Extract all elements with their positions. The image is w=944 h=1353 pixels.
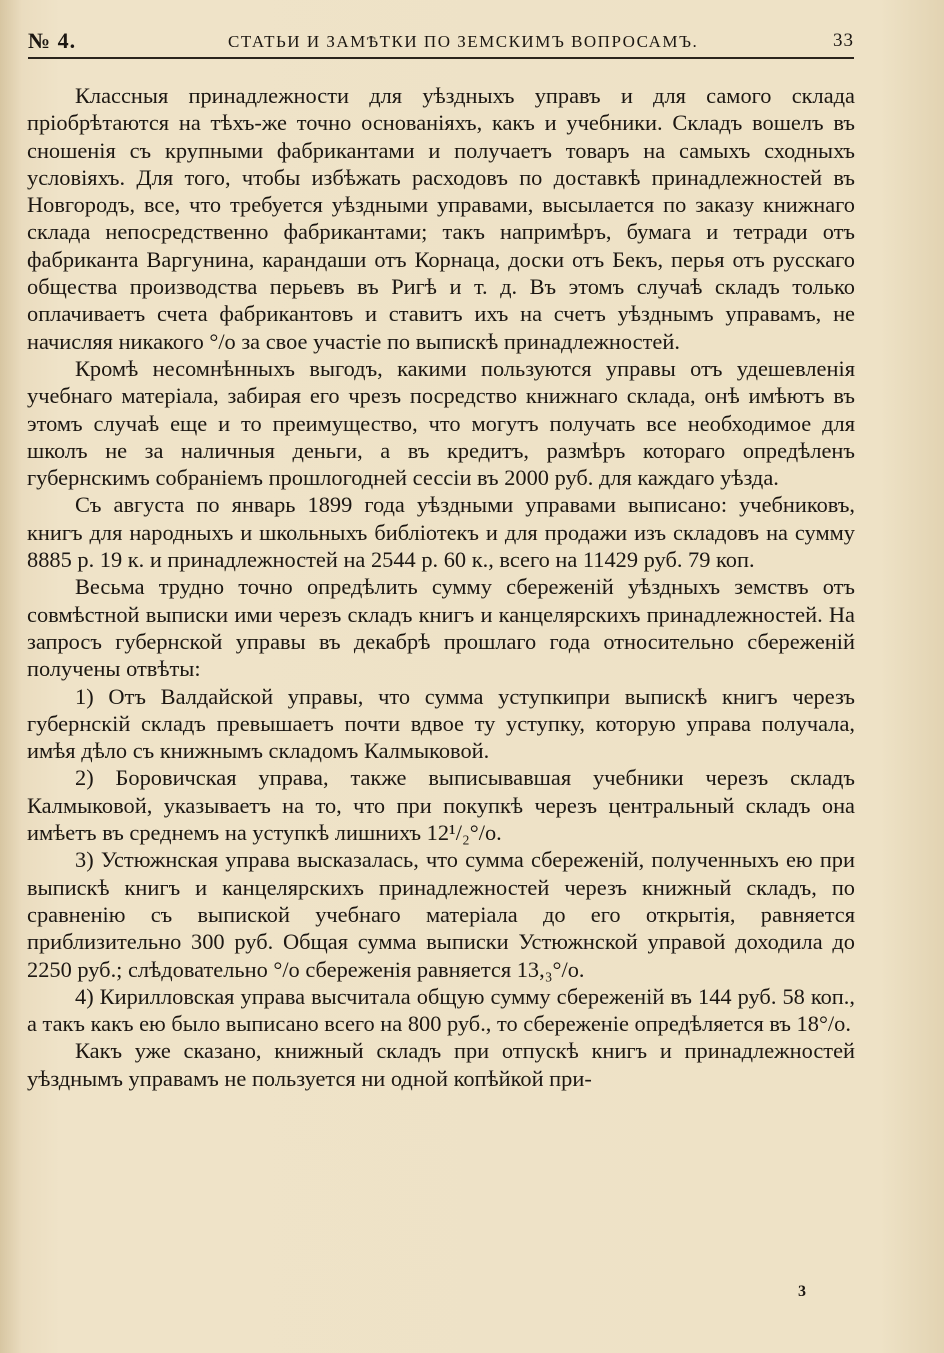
paragraph-totals: Съ августа по январь 1899 года уѣздными управами выписано: учебниковъ, книгъ для народныхъ и школьныхъ библіотекъ и для продажи изъ складовъ на сумму 8885 р. 19 к. и принадлежностей на 2544 р. 60 к., всего на 11429 руб. 79 коп. xyxy=(27,492,855,573)
paragraph-answer-3: 3) Устюжнская управа высказалась, что сумма сбереженій, полученныхъ ею при выпискѣ книгъ и канцелярскихъ принадлежностей черезъ книжный складъ, по сравненію съ выпиской учебнаго матеріала до его открытія, равняется приблизительно 300 руб. Общая сумма выписки Устюжнской управой доходила до 2250 руб.; слѣдовательно °/о сбереженія равняется 13,₃°/о. xyxy=(27,847,855,982)
header-rule xyxy=(28,57,854,59)
issue-number: № 4. xyxy=(28,28,77,53)
paragraph-savings-query: Весьма трудно точно опредѣлить сумму сбереженій уѣздныхъ земствъ отъ совмѣстной выписки ими черезъ складъ книгъ и канцелярскихъ принадлежностей. На запросъ губернской управы въ декабрѣ прошлаго года относительно сбереженій получены отвѣты: xyxy=(27,574,855,682)
page-number: 33 xyxy=(833,30,854,51)
article-body xyxy=(27,82,855,1092)
paragraph-answer-4: 4) Кирилловская управа высчитала общую сумму сбереженій въ 144 руб. 58 коп., а такъ какъ ею было выписано всего на 800 руб., то сбереженіе опредѣляется въ 18°/о. xyxy=(27,983,855,1037)
signature-mark: 3 xyxy=(798,1283,806,1300)
paragraph-supplies: Классныя принадлежности для уѣздныхъ управъ и для самого склада пріобрѣтаются на тѣхъ-же точно основаніяхъ, какъ и учебники. Складъ вошелъ въ сношенія съ крупными фабрикантами и получаетъ товаръ на самыхъ сходныхъ условіяхъ. Для того, чтобы избѣжать расходовъ по доставкѣ принадлежностей въ Новгородъ, все, что требуется уѣздными управами, высылается по заказу книжнаго склада непосредственно фабрикантами; такъ напримѣръ, бумага и тетради отъ фабриканта Варгунина, карандаши отъ Корнаца, доски отъ Бекъ, перья отъ русскаго общества производства перьевъ въ Ригѣ и т. д. Въ этомъ случаѣ складъ только оплачиваетъ счета фабрикантовъ и ставитъ ихъ на счетъ уѣзднымъ управамъ, не начисляя никакого °/о за свое участіе по выпискѣ принадлежностей. xyxy=(27,83,855,354)
paragraph-conclusion: Какъ уже сказано, книжный складъ при отпускѣ книгъ и принадлежностей уѣзднымъ управамъ не пользуется ни одной копѣйкой при- xyxy=(27,1038,855,1091)
running-title: СТАТЬИ И ЗАМѢТКИ ПО ЗЕМСКИМЪ ВОПРОСАМЪ. xyxy=(228,32,699,51)
paragraph-advantages: Кромѣ несомнѣнныхъ выгодъ, какими пользуются управы отъ удешевленія учебнаго матеріала, забирая его чрезъ посредство книжнаго склада, онѣ имѣютъ въ этомъ случаѣ еще и то преимущество, что могутъ получать все необходимое для школъ не за наличныя деньги, а въ кредитъ, размѣръ котораго опредѣленъ губернскимъ собраніемъ прошлогодней сессіи въ 2000 руб. для каждаго уѣзда. xyxy=(27,355,855,491)
running-header xyxy=(28,26,854,56)
paragraph-answer-2: 2) Боровичская управа, также выписывавшая учебники черезъ складъ Калмыковой, указываетъ на то, что при покупкѣ черезъ центральный складъ она имѣетъ въ среднемъ на уступкѣ лишнихъ 12¹/₂°/о. xyxy=(27,765,855,846)
paragraph-answer-1: 1) Отъ Валдайской управы, что сумма уступкипри выпискѣ книгъ черезъ губернскій складъ превышаетъ почти вдвое ту уступку, которую управа получала, имѣя дѣло съ книжнымъ складомъ Калмыковой. xyxy=(27,683,855,764)
